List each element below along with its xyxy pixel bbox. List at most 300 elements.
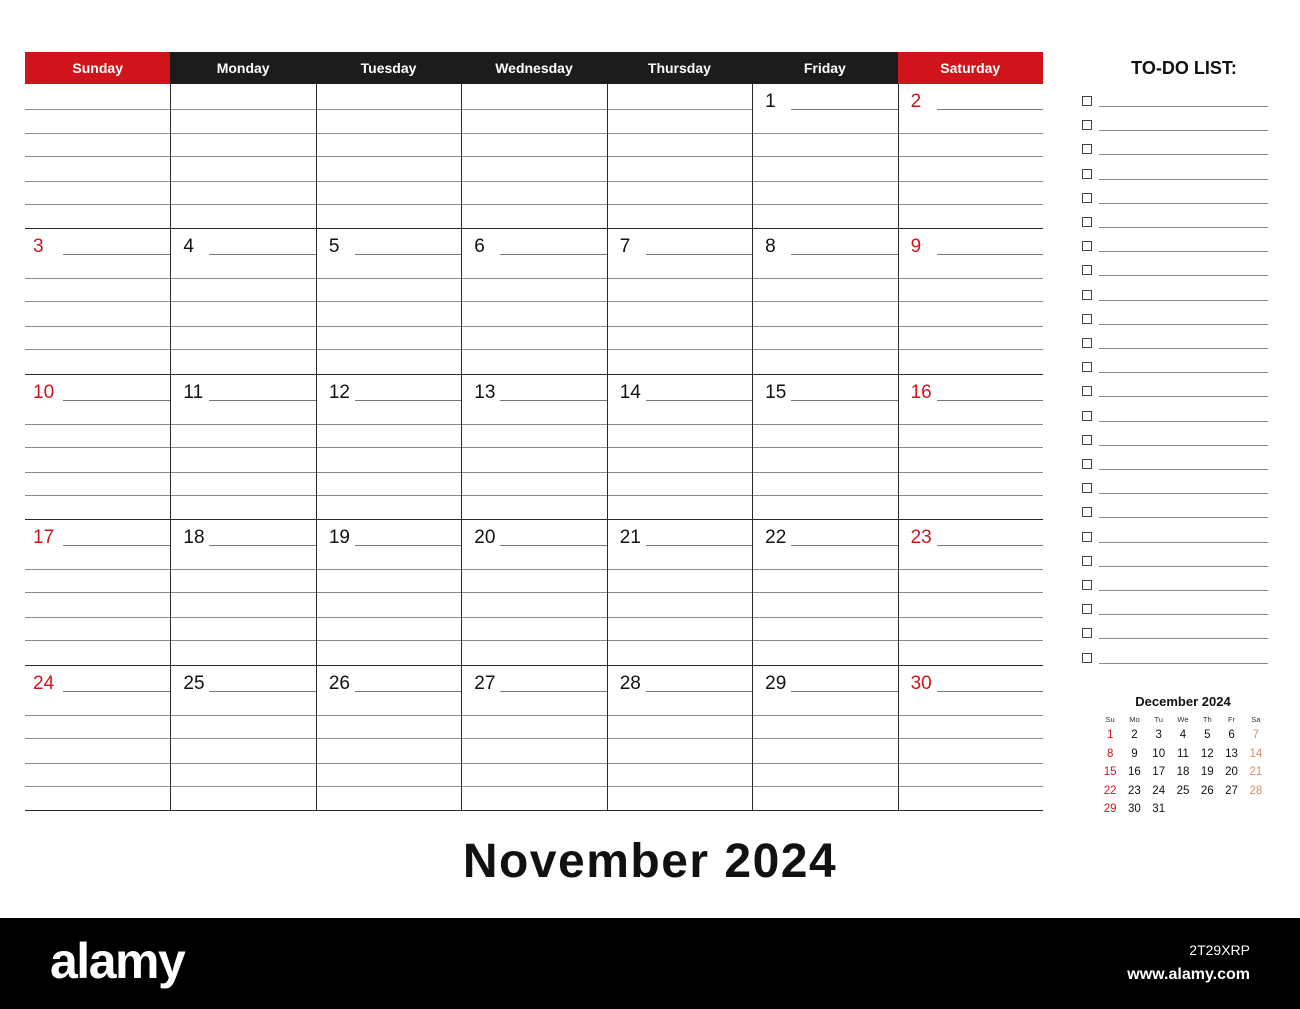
day-number: 23 (910, 527, 932, 549)
checkbox[interactable] (1082, 217, 1092, 227)
note-line (791, 254, 897, 255)
note-line (462, 109, 606, 110)
todo-line (1099, 372, 1268, 373)
note-line (608, 592, 752, 593)
note-line (317, 640, 461, 641)
checkbox[interactable] (1082, 193, 1092, 203)
note-line (317, 424, 461, 425)
note-line (171, 592, 315, 593)
checkbox[interactable] (1082, 507, 1092, 517)
note-line (899, 349, 1043, 350)
note-line (462, 786, 606, 787)
note-line (899, 181, 1043, 182)
note-line (171, 569, 315, 570)
todo-item[interactable] (1082, 190, 1270, 210)
todo-line (1099, 663, 1268, 664)
checkbox[interactable] (1082, 144, 1092, 154)
todo-item[interactable] (1082, 335, 1270, 355)
day-cell[interactable] (607, 84, 752, 229)
note-line (355, 254, 461, 255)
mini-weekday: We (1177, 715, 1189, 724)
mini-week-row (1098, 800, 1268, 819)
todo-line (1099, 275, 1268, 276)
note-line (209, 545, 315, 546)
mini-day: 7 (1252, 729, 1260, 741)
day-number: 1 (765, 91, 776, 112)
day-number: 26 (328, 672, 350, 694)
note-line (608, 278, 752, 279)
note-line (608, 617, 752, 618)
note-line (646, 545, 752, 546)
day-cell[interactable] (898, 375, 1043, 520)
note-line (25, 786, 170, 787)
mini-day: 10 (1152, 747, 1166, 760)
day-cell[interactable] (25, 229, 170, 374)
todo-item[interactable] (1082, 480, 1270, 500)
todo-line (1099, 445, 1268, 446)
note-line (791, 400, 897, 401)
note-line (462, 569, 606, 570)
note-line (899, 326, 1043, 327)
day-cell[interactable] (25, 666, 170, 811)
checkbox[interactable] (1082, 120, 1092, 130)
checkbox[interactable] (1082, 532, 1092, 542)
note-line (462, 472, 606, 473)
checkbox[interactable] (1082, 604, 1092, 614)
mini-day: 24 (1152, 784, 1166, 797)
note-line (646, 254, 752, 255)
note-line (899, 715, 1043, 716)
note-line (462, 181, 606, 182)
note-line (25, 349, 170, 350)
todo-item[interactable] (1082, 553, 1270, 573)
checkbox[interactable] (1082, 483, 1092, 493)
note-line (171, 133, 315, 134)
note-line (171, 109, 315, 110)
day-cell[interactable] (461, 520, 606, 665)
day-cell[interactable] (752, 84, 897, 229)
note-line (171, 786, 315, 787)
note-line (63, 400, 170, 401)
note-line (462, 278, 606, 279)
note-line (753, 495, 897, 496)
mini-day: 1 (1106, 729, 1114, 741)
note-line (753, 617, 897, 618)
day-cell[interactable] (170, 229, 315, 374)
note-line (462, 301, 606, 302)
checkbox[interactable] (1082, 459, 1092, 469)
todo-item[interactable] (1082, 408, 1270, 428)
note-line (937, 400, 1043, 401)
todo-line (1099, 348, 1268, 349)
todo-item[interactable] (1082, 262, 1270, 282)
note-line (317, 763, 461, 764)
todo-item[interactable] (1082, 625, 1270, 645)
note-line (25, 715, 170, 716)
note-line (899, 424, 1043, 425)
mini-day: 13 (1225, 747, 1238, 760)
note-line (608, 738, 752, 739)
checkbox[interactable] (1082, 265, 1092, 275)
note-line (25, 326, 170, 327)
mini-day: 19 (1200, 766, 1214, 778)
note-line (462, 156, 606, 157)
day-number: 10 (33, 381, 55, 403)
day-cell[interactable] (461, 84, 606, 229)
checkbox[interactable] (1082, 556, 1092, 566)
mini-day: 26 (1200, 784, 1214, 797)
checkbox[interactable] (1082, 435, 1092, 445)
note-line (462, 738, 606, 739)
note-line (317, 278, 461, 279)
note-line (753, 569, 897, 570)
note-line (753, 181, 897, 182)
todo-line (1099, 590, 1268, 591)
note-line (25, 592, 170, 593)
note-line (25, 640, 170, 641)
note-line (608, 109, 752, 110)
mini-day: 4 (1179, 729, 1187, 741)
note-line (171, 640, 315, 641)
todo-line (1099, 421, 1268, 422)
todo-item[interactable] (1082, 577, 1270, 597)
todo-line (1099, 469, 1268, 470)
note-line (608, 204, 752, 205)
note-line (171, 424, 315, 425)
day-number: 18 (183, 527, 205, 549)
todo-item[interactable] (1082, 238, 1270, 258)
mini-day: 16 (1128, 766, 1141, 778)
note-line (899, 278, 1043, 279)
day-cell[interactable] (25, 375, 170, 520)
note-line (25, 738, 170, 739)
day-cell[interactable] (898, 666, 1043, 811)
todo-item[interactable] (1082, 141, 1270, 161)
note-line (899, 156, 1043, 157)
mini-calendar-title: December 2024 (1135, 694, 1231, 709)
note-line (753, 715, 897, 716)
note-line (937, 691, 1043, 692)
day-cell[interactable] (607, 666, 752, 811)
note-line (899, 569, 1043, 570)
todo-item[interactable] (1082, 432, 1270, 452)
note-line (899, 133, 1043, 134)
todo-line (1099, 396, 1268, 397)
todo-item[interactable] (1082, 166, 1270, 186)
note-line (899, 640, 1043, 641)
note-line (209, 691, 315, 692)
day-number: 28 (619, 672, 641, 694)
note-line (171, 326, 315, 327)
weekday-header-thursday: Thursday (607, 52, 752, 84)
todo-line (1099, 300, 1268, 301)
note-line (25, 278, 170, 279)
mini-weekday: Tu (1154, 715, 1163, 724)
checkbox[interactable] (1082, 314, 1092, 324)
note-line (317, 786, 461, 787)
day-number: 11 (183, 381, 204, 403)
note-line (317, 181, 461, 182)
note-line (753, 156, 897, 157)
mini-day: 25 (1176, 784, 1190, 797)
day-cell[interactable] (898, 520, 1043, 665)
day-cell[interactable] (316, 375, 461, 520)
mini-day: 27 (1225, 784, 1238, 797)
mini-day: 21 (1249, 766, 1263, 778)
note-line (791, 545, 897, 546)
note-line (317, 326, 461, 327)
note-line (63, 545, 170, 546)
day-cell[interactable] (316, 666, 461, 811)
mini-day: 20 (1225, 766, 1238, 778)
note-line (753, 472, 897, 473)
note-line (937, 109, 1043, 110)
mini-day (1195, 800, 1219, 819)
todo-line (1099, 130, 1268, 131)
todo-item[interactable] (1082, 117, 1270, 137)
note-line (171, 495, 315, 496)
note-line (608, 349, 752, 350)
note-line (899, 472, 1043, 473)
checkbox[interactable] (1082, 362, 1092, 372)
note-line (209, 400, 315, 401)
note-line (317, 109, 461, 110)
weekday-header-monday: Monday (170, 52, 315, 84)
note-line (937, 545, 1043, 546)
note-line (899, 301, 1043, 302)
mini-day: 3 (1155, 729, 1162, 741)
mini-day: 22 (1103, 784, 1117, 797)
note-line (25, 204, 170, 205)
day-number: 13 (474, 381, 496, 403)
image-id: 2T29XRP (1189, 942, 1250, 958)
note-line (317, 592, 461, 593)
note-line (317, 156, 461, 157)
note-line (753, 204, 897, 205)
note-line (608, 640, 752, 641)
checkbox[interactable] (1082, 580, 1092, 590)
note-line (462, 447, 606, 448)
mini-day: 5 (1204, 729, 1211, 741)
weekday-header (25, 52, 1043, 84)
day-cell[interactable] (170, 520, 315, 665)
todo-line (1099, 179, 1268, 180)
day-number: 12 (328, 381, 350, 403)
note-line (171, 278, 315, 279)
note-line (462, 592, 606, 593)
todo-item[interactable] (1082, 359, 1270, 379)
note-line (462, 715, 606, 716)
todo-line (1099, 566, 1268, 567)
day-cell[interactable] (170, 84, 315, 229)
note-line (753, 738, 897, 739)
checkbox[interactable] (1082, 338, 1092, 348)
day-cell[interactable] (752, 666, 897, 811)
note-line (937, 254, 1043, 255)
note-line (171, 472, 315, 473)
note-line (171, 204, 315, 205)
day-cell[interactable] (170, 375, 315, 520)
note-line (899, 763, 1043, 764)
todo-line (1099, 106, 1268, 107)
day-number: 25 (183, 672, 205, 694)
mini-day: 12 (1200, 747, 1214, 760)
mini-day: 17 (1152, 766, 1166, 778)
note-line (753, 786, 897, 787)
todo-item[interactable] (1082, 650, 1270, 670)
day-number: 6 (474, 236, 485, 258)
day-cell[interactable] (461, 229, 606, 374)
mini-calendar-weekdays (1098, 713, 1268, 726)
note-line (608, 301, 752, 302)
note-line (646, 691, 752, 692)
day-cell[interactable] (316, 229, 461, 374)
checkbox[interactable] (1082, 290, 1092, 300)
checkbox[interactable] (1082, 96, 1092, 106)
note-line (171, 181, 315, 182)
day-cell[interactable] (25, 520, 170, 665)
note-line (899, 204, 1043, 205)
mini-day: 15 (1103, 766, 1117, 778)
note-line (171, 738, 315, 739)
note-line (63, 691, 170, 692)
day-number: 16 (910, 381, 932, 403)
day-cell[interactable] (25, 84, 170, 229)
note-line (25, 133, 170, 134)
todo-item[interactable] (1082, 504, 1270, 524)
todo-line (1099, 154, 1268, 155)
todo-item[interactable] (1082, 214, 1270, 234)
note-line (171, 156, 315, 157)
mini-day: 31 (1152, 803, 1166, 815)
todo-title: TO-DO LIST: (1131, 58, 1237, 78)
note-line (608, 447, 752, 448)
day-number: 27 (474, 672, 496, 694)
mini-day: 8 (1106, 747, 1114, 760)
mini-day (1244, 800, 1268, 819)
mini-week-row (1098, 745, 1268, 764)
mini-day: 30 (1128, 803, 1141, 815)
note-line (462, 495, 606, 496)
todo-item[interactable] (1082, 456, 1270, 476)
mini-weekday: Th (1202, 715, 1212, 724)
day-number: 14 (619, 381, 641, 403)
note-line (25, 495, 170, 496)
day-cell[interactable] (461, 666, 606, 811)
note-line (753, 447, 897, 448)
day-cell[interactable] (752, 375, 897, 520)
day-cell[interactable] (461, 375, 606, 520)
site-url: www.alamy.com (1127, 966, 1250, 983)
day-number: 5 (328, 236, 340, 258)
note-line (317, 133, 461, 134)
day-cell[interactable] (316, 84, 461, 229)
todo-item[interactable] (1082, 287, 1270, 307)
note-line (753, 424, 897, 425)
checkbox[interactable] (1082, 411, 1092, 421)
mini-day (1171, 800, 1195, 819)
note-line (462, 326, 606, 327)
mini-week-row (1098, 782, 1268, 801)
day-cell[interactable] (752, 229, 897, 374)
note-line (899, 495, 1043, 496)
todo-item[interactable] (1082, 601, 1270, 621)
weekday-header-wednesday: Wednesday (461, 52, 606, 84)
note-line (899, 738, 1043, 739)
note-line (63, 254, 170, 255)
day-number: 20 (474, 527, 496, 549)
day-cell[interactable] (316, 520, 461, 665)
day-cell[interactable] (607, 375, 752, 520)
mini-day: 11 (1177, 747, 1189, 760)
note-line (317, 738, 461, 739)
checkbox[interactable] (1082, 628, 1092, 638)
day-cell[interactable] (607, 520, 752, 665)
note-line (462, 424, 606, 425)
day-number: 29 (765, 672, 787, 694)
day-cell[interactable] (752, 520, 897, 665)
note-line (171, 447, 315, 448)
mini-week-row (1098, 726, 1268, 745)
mini-day: 18 (1176, 766, 1190, 778)
note-line (899, 617, 1043, 618)
day-cell[interactable] (898, 229, 1043, 374)
todo-item[interactable] (1082, 383, 1270, 403)
note-line (25, 301, 170, 302)
note-line (899, 447, 1043, 448)
calendar-grid (25, 84, 1043, 811)
note-line (608, 786, 752, 787)
day-cell[interactable] (607, 229, 752, 374)
note-line (608, 495, 752, 496)
note-line (791, 109, 897, 110)
note-line (608, 424, 752, 425)
month-title: November 2024 (462, 835, 838, 888)
note-line (171, 301, 315, 302)
day-number: 8 (765, 236, 776, 258)
checkbox[interactable] (1082, 241, 1092, 251)
note-line (317, 472, 461, 473)
day-number: 30 (910, 672, 932, 694)
day-number: 15 (765, 381, 787, 403)
note-line (25, 109, 170, 110)
mini-day: 14 (1249, 747, 1263, 760)
note-line (899, 786, 1043, 787)
note-line (171, 763, 315, 764)
checkbox[interactable] (1082, 386, 1092, 396)
note-line (753, 133, 897, 134)
day-cell[interactable] (898, 84, 1043, 229)
mini-day: 29 (1103, 803, 1117, 815)
note-line (646, 400, 752, 401)
note-line (753, 640, 897, 641)
todo-item[interactable] (1082, 93, 1270, 113)
weekday-header-saturday: Saturday (898, 52, 1043, 84)
note-line (317, 447, 461, 448)
todo-item[interactable] (1082, 529, 1270, 549)
todo-line (1099, 203, 1268, 204)
day-number: 7 (619, 236, 631, 258)
note-line (355, 691, 461, 692)
todo-item[interactable] (1082, 311, 1270, 331)
day-cell[interactable] (170, 666, 315, 811)
checkbox[interactable] (1082, 169, 1092, 179)
note-line (608, 569, 752, 570)
note-line (753, 278, 897, 279)
todo-line (1099, 324, 1268, 325)
note-line (500, 400, 606, 401)
checkbox[interactable] (1082, 653, 1092, 663)
